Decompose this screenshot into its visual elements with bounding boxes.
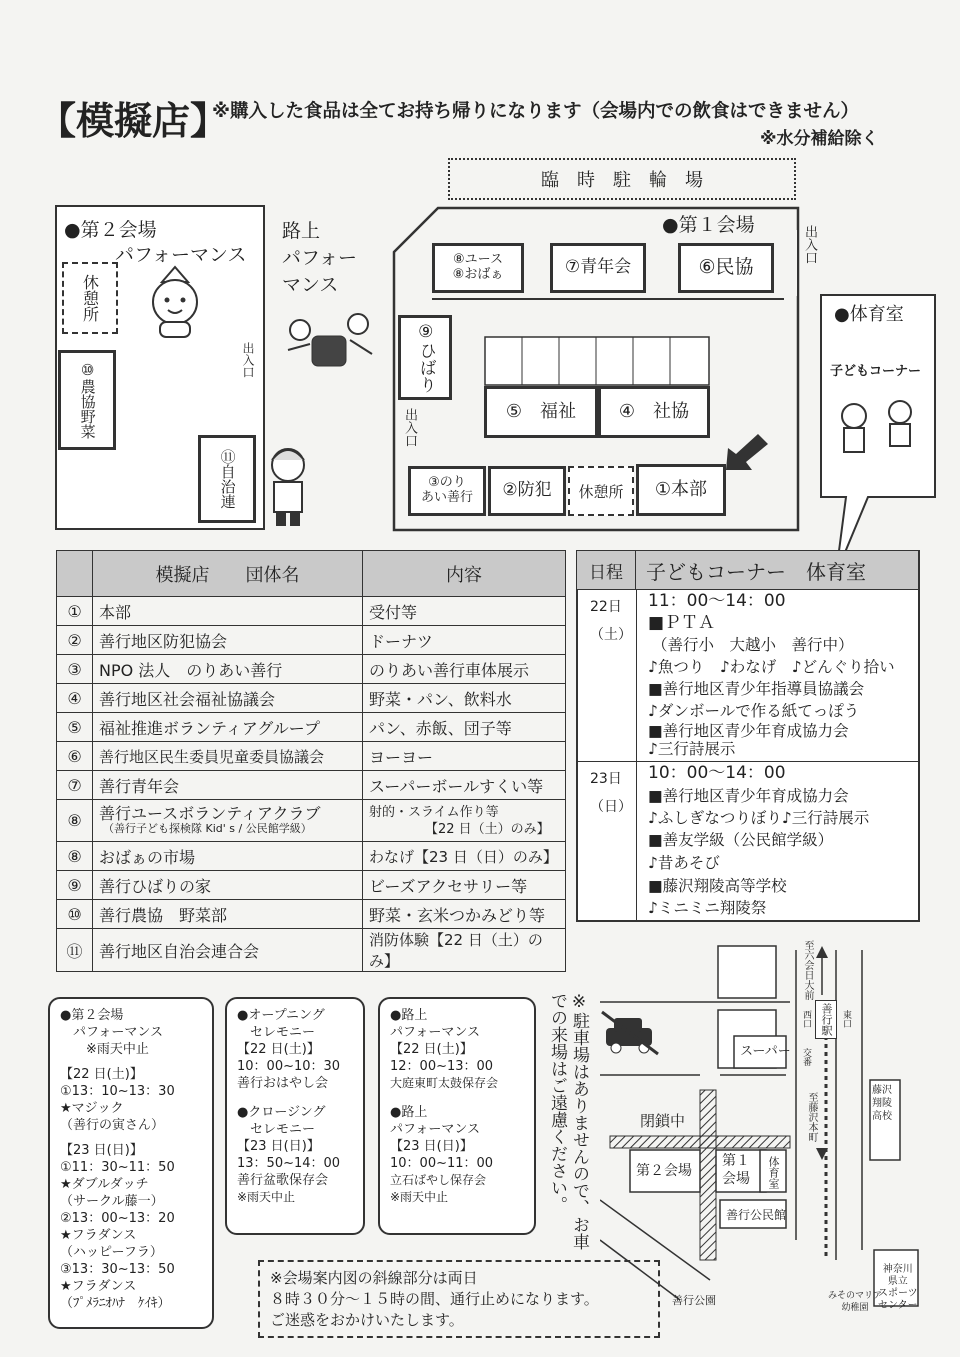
map-kindergarten-label: みそのマリア 幼稚園	[828, 1291, 883, 1313]
stall-youth-obaa-label: ⑧ユース ⑧おばぁ	[452, 252, 504, 282]
stall-nokyo-vegetables	[58, 350, 116, 450]
stall-fukushi-label: ⑤ 福祉	[505, 400, 577, 422]
row-content-cell	[363, 800, 566, 842]
day1-line: ♪三行詩展示	[648, 740, 736, 758]
table-header-num	[57, 551, 93, 597]
map-kominkan-label: 善行公民館	[726, 1208, 787, 1222]
day2-line: ■善行地区青少年育成協力会	[648, 787, 849, 805]
perf-line: 立石ばやし保存会	[390, 1173, 487, 1187]
row-name: 善行地区自治会連合会	[93, 929, 363, 972]
schedule-header-date	[577, 551, 636, 589]
stall-jichiren	[198, 435, 256, 523]
row-name: 善行地区社会福祉協議会	[93, 684, 363, 713]
takeout-notice: ※購入した食品は全てお持ち帰りになります（会場内での飲食はできません）	[212, 101, 859, 122]
stall-hibari	[398, 315, 452, 400]
perf-line: 【22 日(土)】	[390, 1042, 473, 1057]
row-content-sub: 【22 日（土）のみ】	[425, 821, 550, 837]
row-content: スーパーボールすくい等	[363, 771, 566, 800]
day2-date: 23日	[590, 771, 622, 787]
gym-title: ●体育室	[834, 304, 904, 325]
perf-line: 【23 日(日)】	[390, 1139, 473, 1154]
table-row	[57, 842, 566, 871]
street-performance-label: 路上 パフォー マンス	[282, 220, 358, 296]
map-shoryo-label: 藤沢 翔陵 高校	[872, 1085, 892, 1122]
stall-shakyo-label: ④ 社協	[618, 400, 690, 422]
row-name: 福祉推進ボランティアグループ	[93, 713, 363, 742]
row-content: 野菜・パン、飲料水	[363, 684, 566, 713]
venue1-title: ●第１会場	[662, 214, 755, 236]
stall-honbu-label: ①本部	[654, 478, 708, 500]
perf-line: ★フラダンス	[60, 1228, 137, 1243]
row-num: ①	[57, 597, 93, 626]
bike-parking-label: 臨 時 駐 輪 場	[541, 170, 703, 191]
stall-honbu	[636, 464, 726, 516]
map-gym-label: 体育室	[767, 1156, 780, 1189]
row-content: 消防体験【22 日（土）のみ】	[363, 929, 566, 972]
stall-table	[56, 550, 566, 972]
perf-line: 善行おはやし会	[237, 1076, 329, 1091]
perf-line: 善行盆歌保存会	[237, 1173, 329, 1188]
map-west-exit: 西口	[801, 1010, 811, 1028]
stall-minkyo	[678, 243, 774, 293]
drum-performers-illustration	[280, 310, 380, 380]
stall-minkyo-label: ⑥民協	[698, 256, 754, 279]
row-content: パン、赤飯、団子等	[363, 713, 566, 742]
row-content: 射的・スライム作り等	[369, 804, 499, 820]
perf-line: （サークル藤一）	[60, 1194, 164, 1209]
map-to-rokkai: 至六会日大前	[802, 940, 813, 1000]
table-row	[57, 713, 566, 742]
no-car-icon	[598, 1008, 662, 1058]
map-venue1-label: 第１ 会場	[722, 1153, 750, 1187]
perf-line	[237, 1092, 353, 1104]
venue2-entrance: 出入口	[241, 342, 255, 378]
perf-line: ※雨天中止	[390, 1190, 449, 1204]
day1-line: ♪魚つり ♪わなげ ♪どんぐり拾い	[648, 658, 895, 676]
table-header-content: 内容	[363, 551, 566, 597]
firefighter-illustration	[258, 440, 318, 530]
row-num: ⑥	[57, 742, 93, 771]
row-num: ③	[57, 655, 93, 684]
no-parking-notice: ※駐車場はありませんので、お車での来場はご遠慮ください。	[547, 992, 589, 1250]
table-row	[57, 626, 566, 655]
row-num: ⑪	[57, 929, 93, 972]
stall-seinenkai	[550, 243, 646, 293]
kids-corner-label: 子どもコーナー	[830, 364, 922, 379]
schedule-header	[636, 551, 918, 589]
row-num: ⑤	[57, 713, 93, 742]
perf-line: セレモニー	[237, 1025, 316, 1040]
perf-line: ②13：00~13：20	[60, 1211, 175, 1226]
row-num: ⑦	[57, 771, 93, 800]
map-venue2-label: 第２会場	[636, 1163, 692, 1179]
table-row	[57, 597, 566, 626]
venue1-wall-top	[432, 298, 784, 300]
stall-jichiren-label: ⑪自治連	[218, 449, 237, 509]
perf-line: 12：00~13：00	[390, 1059, 494, 1074]
stall-noriai	[408, 466, 486, 516]
table-row	[57, 771, 566, 800]
perf-line: 【23 日(日)】	[60, 1143, 143, 1158]
row-name: 善行ユースボランティアクラブ	[99, 804, 321, 824]
table-row	[57, 871, 566, 900]
schedule-title: 子どもコーナー 体育室	[646, 559, 866, 584]
row-name: 善行地区民生委員児童委員協議会	[93, 742, 363, 771]
day1-line: ■ＰＴＡ	[648, 613, 716, 633]
stall-nokyo-label: ⑩農協野菜	[78, 361, 97, 439]
stall-fukushi	[484, 386, 598, 438]
map-koban: 交番	[801, 1048, 811, 1066]
water-notice: ※水分補給除く	[760, 129, 879, 149]
stall-youth-obaa	[432, 243, 524, 293]
temporary-bike-parking	[448, 158, 796, 200]
schedule-date-label: 日程	[589, 562, 623, 583]
perf-line: パフォーマンス	[390, 1122, 480, 1137]
perf-line: セレモニー	[237, 1122, 316, 1137]
perf-line: 【23 日(日)】	[237, 1139, 320, 1154]
perf-line: 10：00~10：30	[237, 1059, 341, 1074]
perf-line: （善行の寅さん）	[60, 1118, 165, 1133]
row-num: ⑧	[57, 842, 93, 871]
day1-dow: （土）	[590, 627, 632, 643]
day1-line: ♪ダンボールで作る紙てっぽう	[648, 702, 860, 720]
map-to-fujisawa: 至藤沢本町	[806, 1092, 817, 1142]
table-row	[57, 800, 566, 842]
day2-line: ■藤沢翔陵高等学校	[648, 877, 787, 895]
venue2-performance-box	[48, 997, 214, 1329]
table-row	[57, 900, 566, 929]
kids-illustration	[826, 398, 926, 468]
row-num: ⑧	[57, 800, 93, 842]
perf-line: ●オープニング	[237, 1008, 325, 1023]
row-name-sub: （善行子ども探検隊 Kid' s / 公民館学級）	[103, 822, 312, 836]
perf-line: ●路上	[390, 1105, 428, 1120]
perf-line: （ハッピーフラ）	[60, 1245, 163, 1260]
page-title: 【模擬店】	[38, 98, 229, 143]
row-num: ⑨	[57, 871, 93, 900]
road-notice-line: ※会場案内図の斜線部分は両日	[270, 1269, 478, 1287]
table-row	[57, 742, 566, 771]
stall-shakyo	[598, 386, 710, 438]
day2-line: 10：00〜14：00	[648, 763, 786, 783]
perf-line	[390, 1092, 524, 1104]
row-name: 善行農協 野菜部	[93, 900, 363, 929]
perf-line: ●クロージング	[237, 1105, 326, 1120]
day1-line: 11：00〜14：00	[648, 591, 786, 611]
map-closed-label: 閉鎖中	[640, 1112, 686, 1130]
perf-line: 大庭東町太鼓保存会	[390, 1076, 499, 1090]
table-row	[57, 929, 566, 972]
perf-line	[60, 1134, 202, 1142]
day1-date: 22日	[590, 599, 622, 615]
map-east-exit: 東口	[841, 1010, 851, 1028]
perf-line	[60, 1058, 202, 1066]
venue1-rest-area	[568, 466, 634, 516]
row-name: 本部	[93, 597, 363, 626]
stall-hibari-label: ⑨ひばり	[415, 322, 436, 393]
row-content: ビーズアクセサリー等	[363, 871, 566, 900]
map-super-label: スーパー	[740, 1044, 791, 1059]
row-content: わなげ【23 日（日）のみ】	[363, 842, 566, 871]
row-content: 野菜・玄米つかみどり等	[363, 900, 566, 929]
headquarters-arrow-icon	[722, 430, 772, 474]
perf-line: 【22 日(土)】	[60, 1067, 143, 1082]
day1-line: ■善行地区青少年指導員協議会	[648, 680, 865, 698]
table-header-name: 模擬店 団体名	[93, 551, 363, 597]
schedule-divider-vertical	[636, 589, 637, 921]
perf-line: （ﾌﾟﾒﾗﾆｵﾊﾅ ｹｲｷ）	[60, 1296, 171, 1311]
ceremony-box	[225, 997, 365, 1235]
perf-line: ①13：10~13：30	[60, 1084, 175, 1099]
venue1-entrance-right: 出入口	[802, 225, 817, 264]
row-num: ⑩	[57, 900, 93, 929]
row-num: ②	[57, 626, 93, 655]
road-closure-notice	[258, 1260, 660, 1338]
stall-bohan-label: ②防犯	[502, 480, 552, 501]
map-park-label: 善行公園	[672, 1294, 716, 1307]
row-content: のりあい善行車体展示	[363, 655, 566, 684]
map-station-label: 善行駅	[815, 1000, 837, 1039]
day2-line: ■善友学級（公民館学級）	[648, 831, 834, 849]
row-content: 受付等	[363, 597, 566, 626]
perf-line: 【22 日(土)】	[237, 1042, 320, 1057]
row-name: 善行ひばりの家	[93, 871, 363, 900]
row-name: おばぁの市場	[93, 842, 363, 871]
perf-line: ①11：30~11：50	[60, 1160, 175, 1175]
perf-line: 10：00~11：00	[390, 1156, 494, 1171]
row-content: ヨーヨー	[363, 742, 566, 771]
day2-dow: （日）	[590, 799, 632, 815]
mascot-illustration	[140, 262, 210, 342]
row-name: 善行青年会	[93, 771, 363, 800]
perf-line: ※雨天中止	[60, 1042, 149, 1057]
perf-line: ●路上	[390, 1008, 428, 1023]
road-notice-line: ご迷惑をおかけいたします。	[270, 1311, 464, 1329]
perf-line: ※雨天中止	[237, 1190, 296, 1204]
venue1-entrance-left: 出入口	[402, 408, 417, 447]
perf-line: パフォーマンス	[60, 1025, 163, 1040]
day2-line: ♪ふしぎなつりぼり♪三行詩展示	[648, 809, 870, 827]
table-row	[57, 684, 566, 713]
day1-line: ■善行地区青少年育成協力会	[648, 722, 849, 740]
perf-line: ③13：30~13：50	[60, 1262, 175, 1277]
stall-bohan	[488, 466, 566, 516]
street-performance-box	[378, 997, 536, 1235]
perf-line: ●第２会場	[60, 1008, 124, 1023]
perf-line: ★ダブルダッチ	[60, 1177, 149, 1192]
day1-line: （善行小 大越小 善行中）	[652, 636, 854, 654]
day2-line: ♪昔あそび	[648, 854, 720, 872]
venue2-performance: パフォーマンス	[115, 244, 247, 266]
row-content: ドーナツ	[363, 626, 566, 655]
map-sports-center-label: 神奈川 県立 スポーツ センター	[878, 1264, 918, 1311]
row-name: NPO 法人 のりあい善行	[93, 655, 363, 684]
venue2-rest-area	[62, 262, 118, 334]
road-notice-line: ８時３０分～１５時の間、通行止めになります。	[270, 1290, 599, 1308]
row-name-cell	[93, 800, 363, 842]
venue2-title: ●第２会場	[64, 219, 157, 241]
table-row	[57, 655, 566, 684]
perf-line: ★フラダンス	[60, 1279, 137, 1294]
venue1-rest-label: 休憩所	[578, 482, 624, 501]
stall-seinenkai-label: ⑦青年会	[564, 257, 632, 278]
perf-line: 13：50~14：00	[237, 1156, 341, 1171]
rest-area-label: 休憩所	[80, 274, 100, 322]
perf-line: ★マジック	[60, 1101, 124, 1116]
empty-stall-grid	[484, 336, 710, 386]
row-name: 善行地区防犯協会	[93, 626, 363, 655]
row-num: ④	[57, 684, 93, 713]
perf-line: パフォーマンス	[390, 1025, 480, 1040]
stall-noriai-label: ③のり あい善行	[420, 475, 473, 505]
day2-line: ♪ミニミニ翔陵祭	[648, 899, 767, 917]
